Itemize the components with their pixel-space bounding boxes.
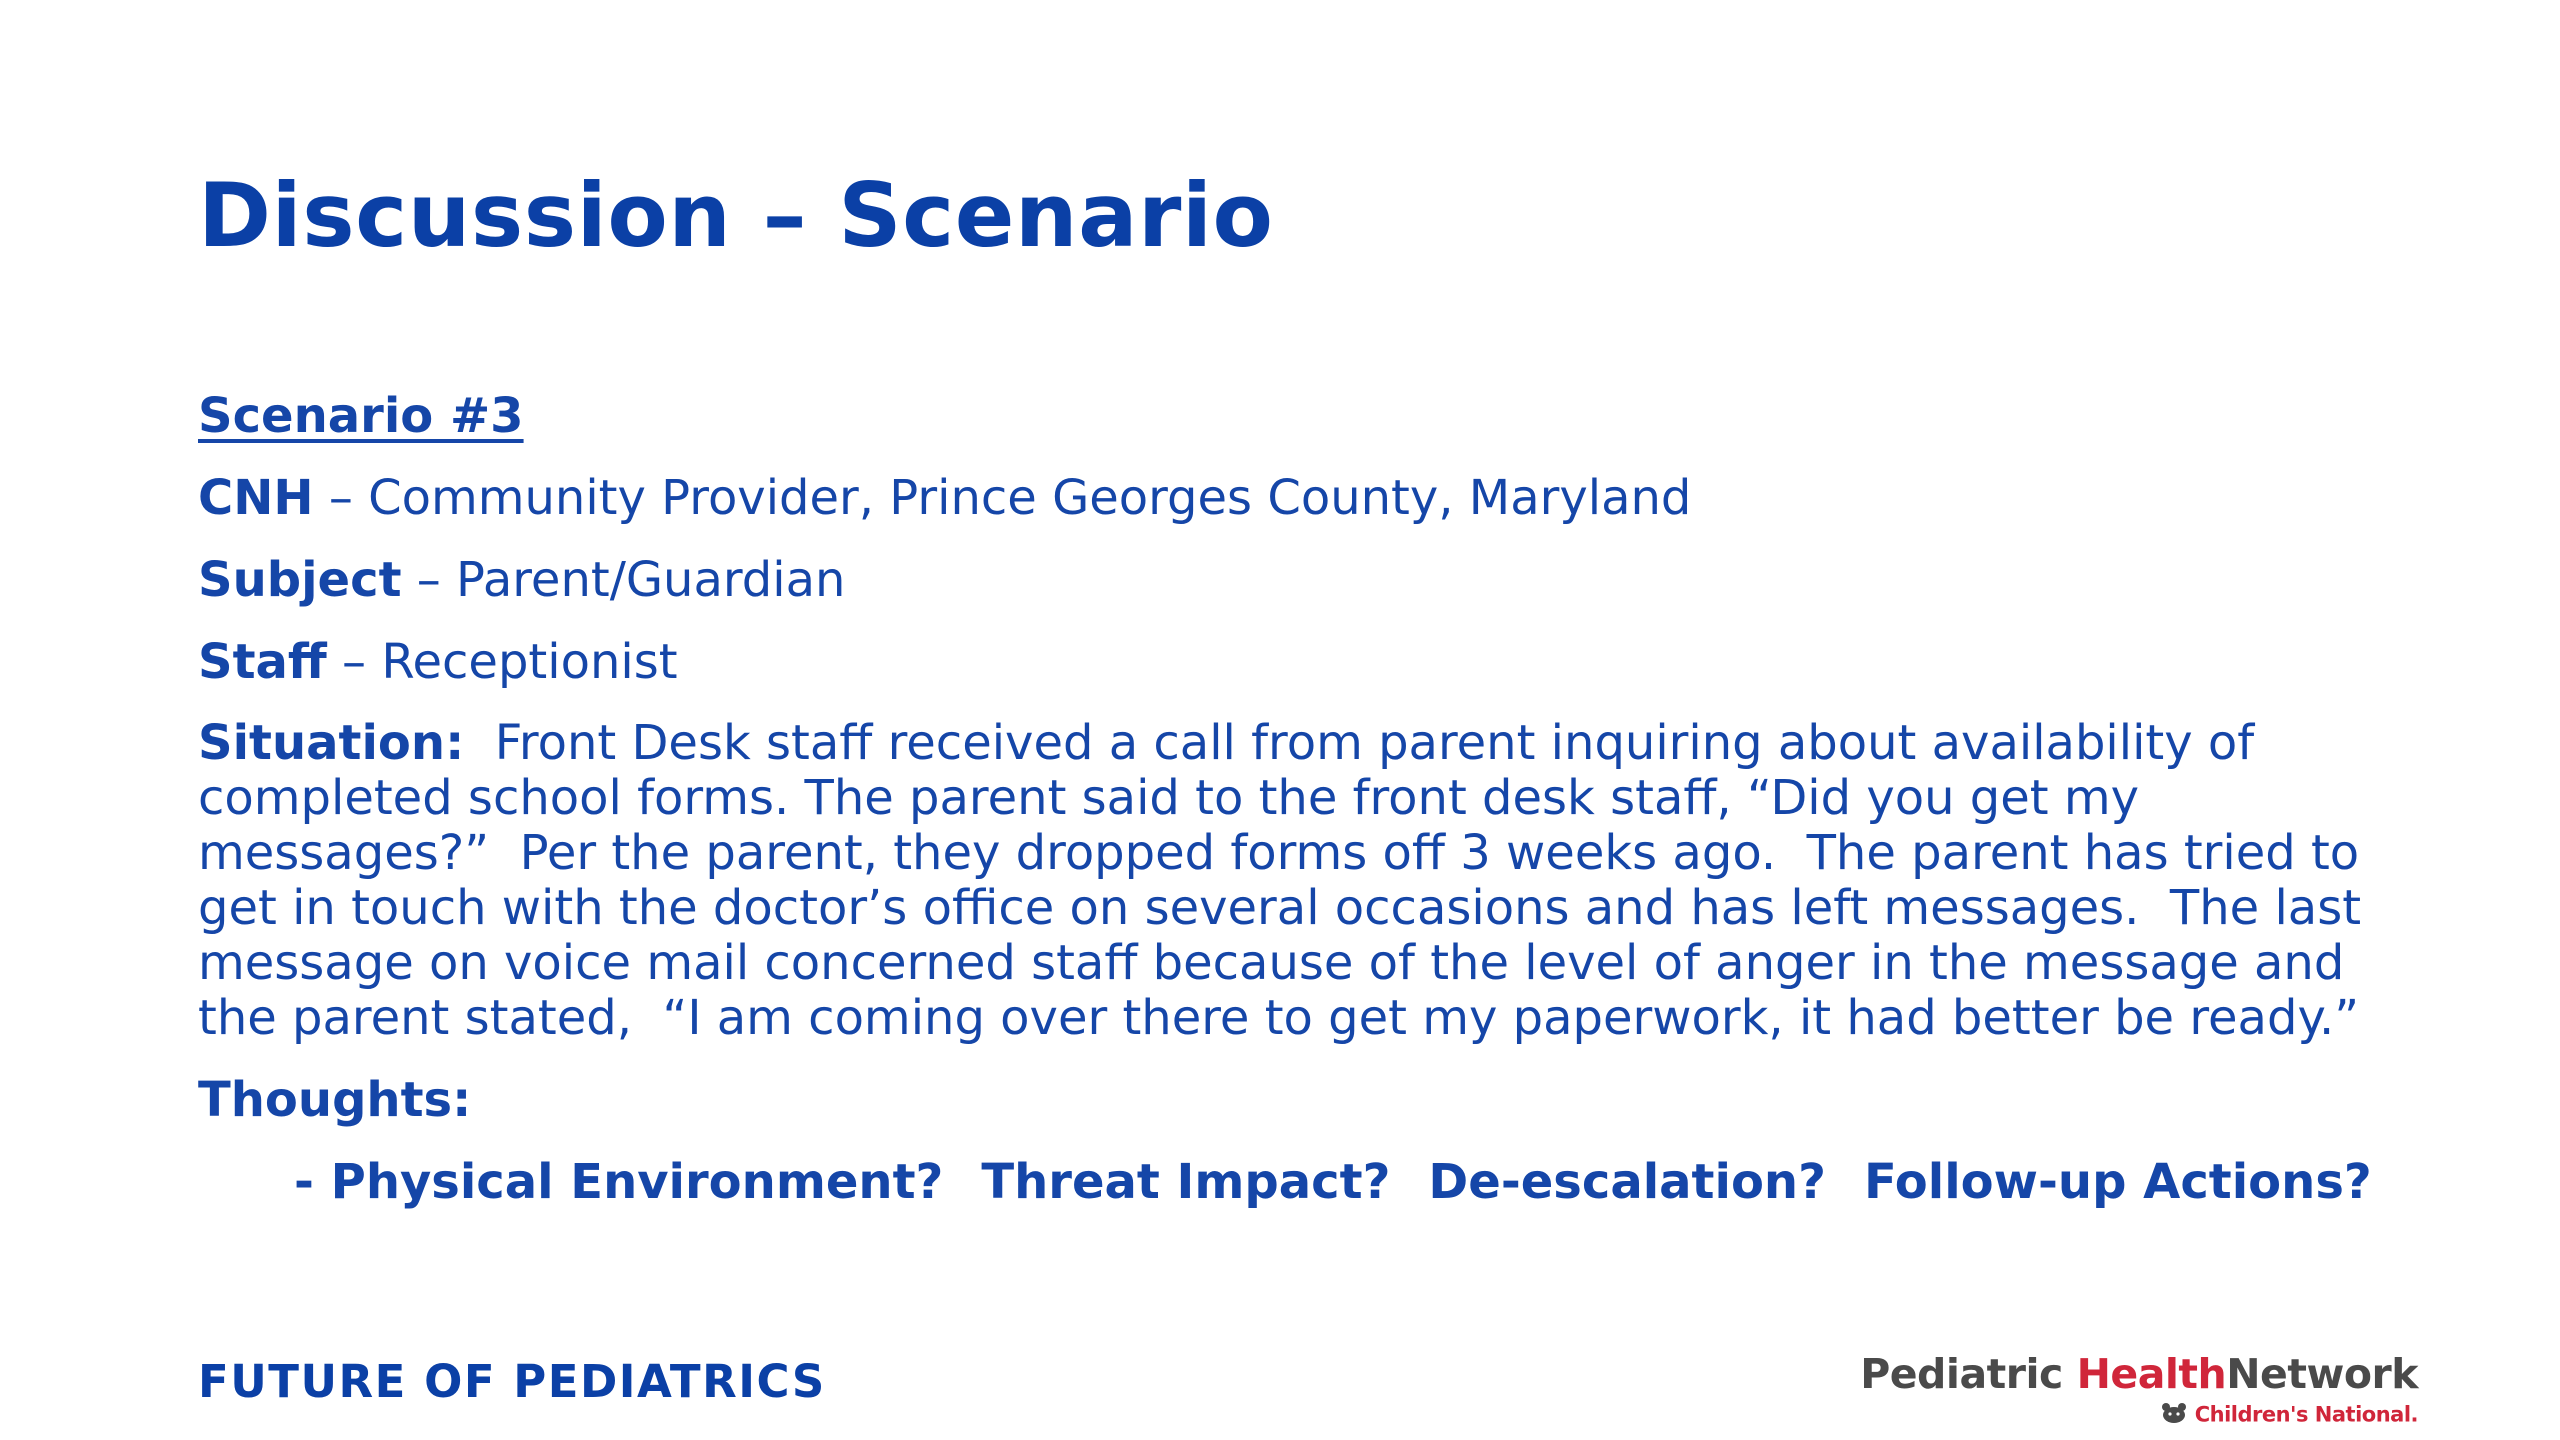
staff-label: Staff [198,634,327,690]
childrens-national-sublogo [2159,1402,2418,1429]
cnh-label: CNH [198,470,314,526]
subject-line [198,552,2398,608]
thought-item: Follow-up Actions? [1863,1154,2372,1210]
situation-text: Front Desk staff received a call from parent inquiring about availability of completed school forms. The parent said to the front desk staff, “Did you get my messages?” Per the parent, they dropped forms off 3 weeks ago. The parent has tried to get in touch with the doctor’s office on several occasions and has left messages. The last message on voice mail concerned staff because of the level of anger in the message and the parent stated, “I am coming over there to get my paperwork, it had better be ready.” [198,715,2362,1046]
thoughts-list [198,1154,2398,1210]
situation-paragraph [198,716,2398,1046]
logo-word-pediatric: Pediatric [1860,1350,2063,1398]
childrens-national-bear-icon [2159,1402,2189,1429]
scenario-heading [198,388,2398,444]
thoughts-label: Thoughts: [198,1072,472,1128]
situation-label: Situation: [198,715,465,771]
subject-label: Subject [198,552,402,608]
thought-item: De-escalation? [1428,1154,1826,1210]
cnh-line [198,470,2398,526]
logo-wordmark [1860,1350,2418,1398]
staff-value: – Receptionist [326,634,678,690]
logo-word-health: Health [2076,1350,2227,1398]
staff-line [198,634,2398,690]
scenario-number: Scenario #3 [198,388,524,444]
thought-item: Threat Impact? [981,1154,1391,1210]
logo-word-network: Network [2226,1350,2418,1398]
childrens-national-text: Children's National. [2194,1402,2418,1427]
footer-tagline: FUTURE OF PEDIATRICS [198,1355,826,1408]
cnh-value: – Community Provider, Prince Georges County, Maryland [313,470,1692,526]
slide-body [198,388,2398,1210]
thought-item: - Physical Environment? [294,1154,944,1210]
slide-title: Discussion – Scenario [198,164,1274,267]
subject-value: – Parent/Guardian [401,552,846,608]
thoughts-line [198,1072,2398,1128]
pediatric-health-network-logo [1860,1350,2418,1440]
